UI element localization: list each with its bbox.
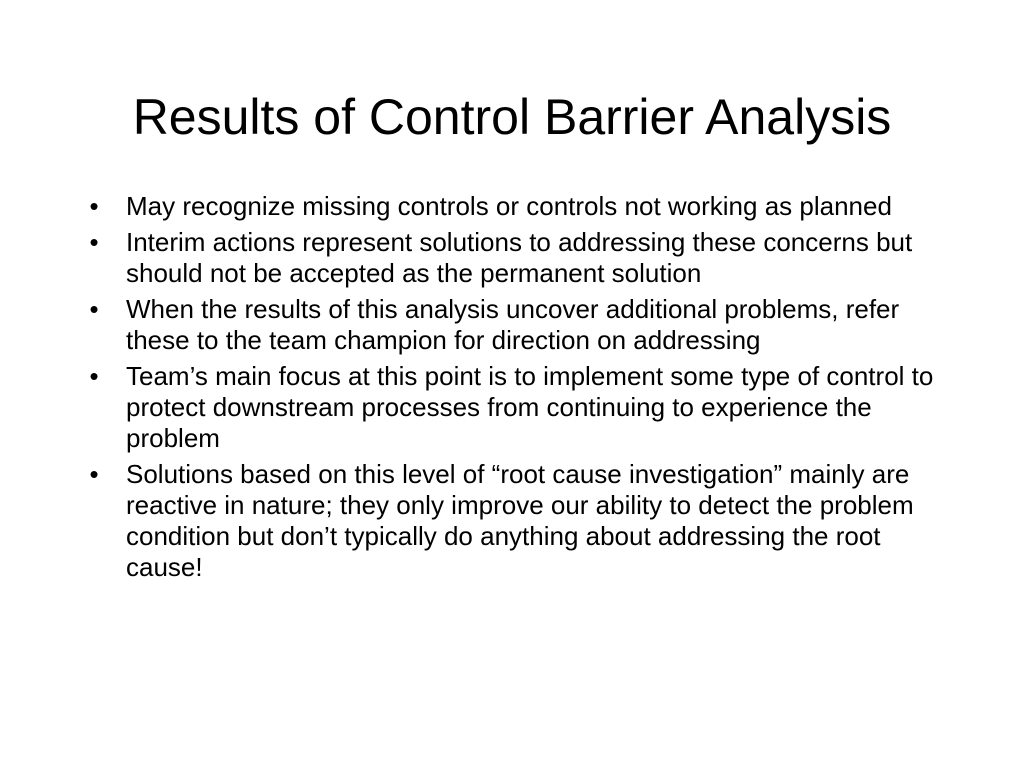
bullet-text: Team’s main focus at this point is to implement some type of control to protect downstream processes from continuing to experience the problem xyxy=(126,361,934,453)
bullet-text: When the results of this analysis uncover additional problems, refer these to the team champion for direction on addressing xyxy=(126,294,900,355)
bullet-icon: • xyxy=(89,294,99,324)
list-item xyxy=(84,191,944,222)
bullet-icon: • xyxy=(89,459,99,489)
slide-title: Results of Control Barrier Analysis xyxy=(132,89,892,145)
bullet-text: Interim actions represent solutions to addressing these concerns but should not be accepted as the permanent solution xyxy=(126,227,913,288)
list-item xyxy=(84,361,944,454)
list-item xyxy=(84,294,944,356)
bullet-icon: • xyxy=(89,227,99,257)
list-item xyxy=(84,459,944,583)
list-item xyxy=(84,227,944,289)
bullet-icon: • xyxy=(89,361,99,391)
bullet-icon: • xyxy=(89,191,99,221)
bullet-text: May recognize missing controls or controls not working as planned xyxy=(126,191,892,221)
bullet-text: Solutions based on this level of “root cause investigation” mainly are reactive in nature; they only improve our ability to detect the problem condition but don’t typically do anything about addressing the root cause! xyxy=(126,459,914,582)
bullet-list xyxy=(84,191,944,588)
